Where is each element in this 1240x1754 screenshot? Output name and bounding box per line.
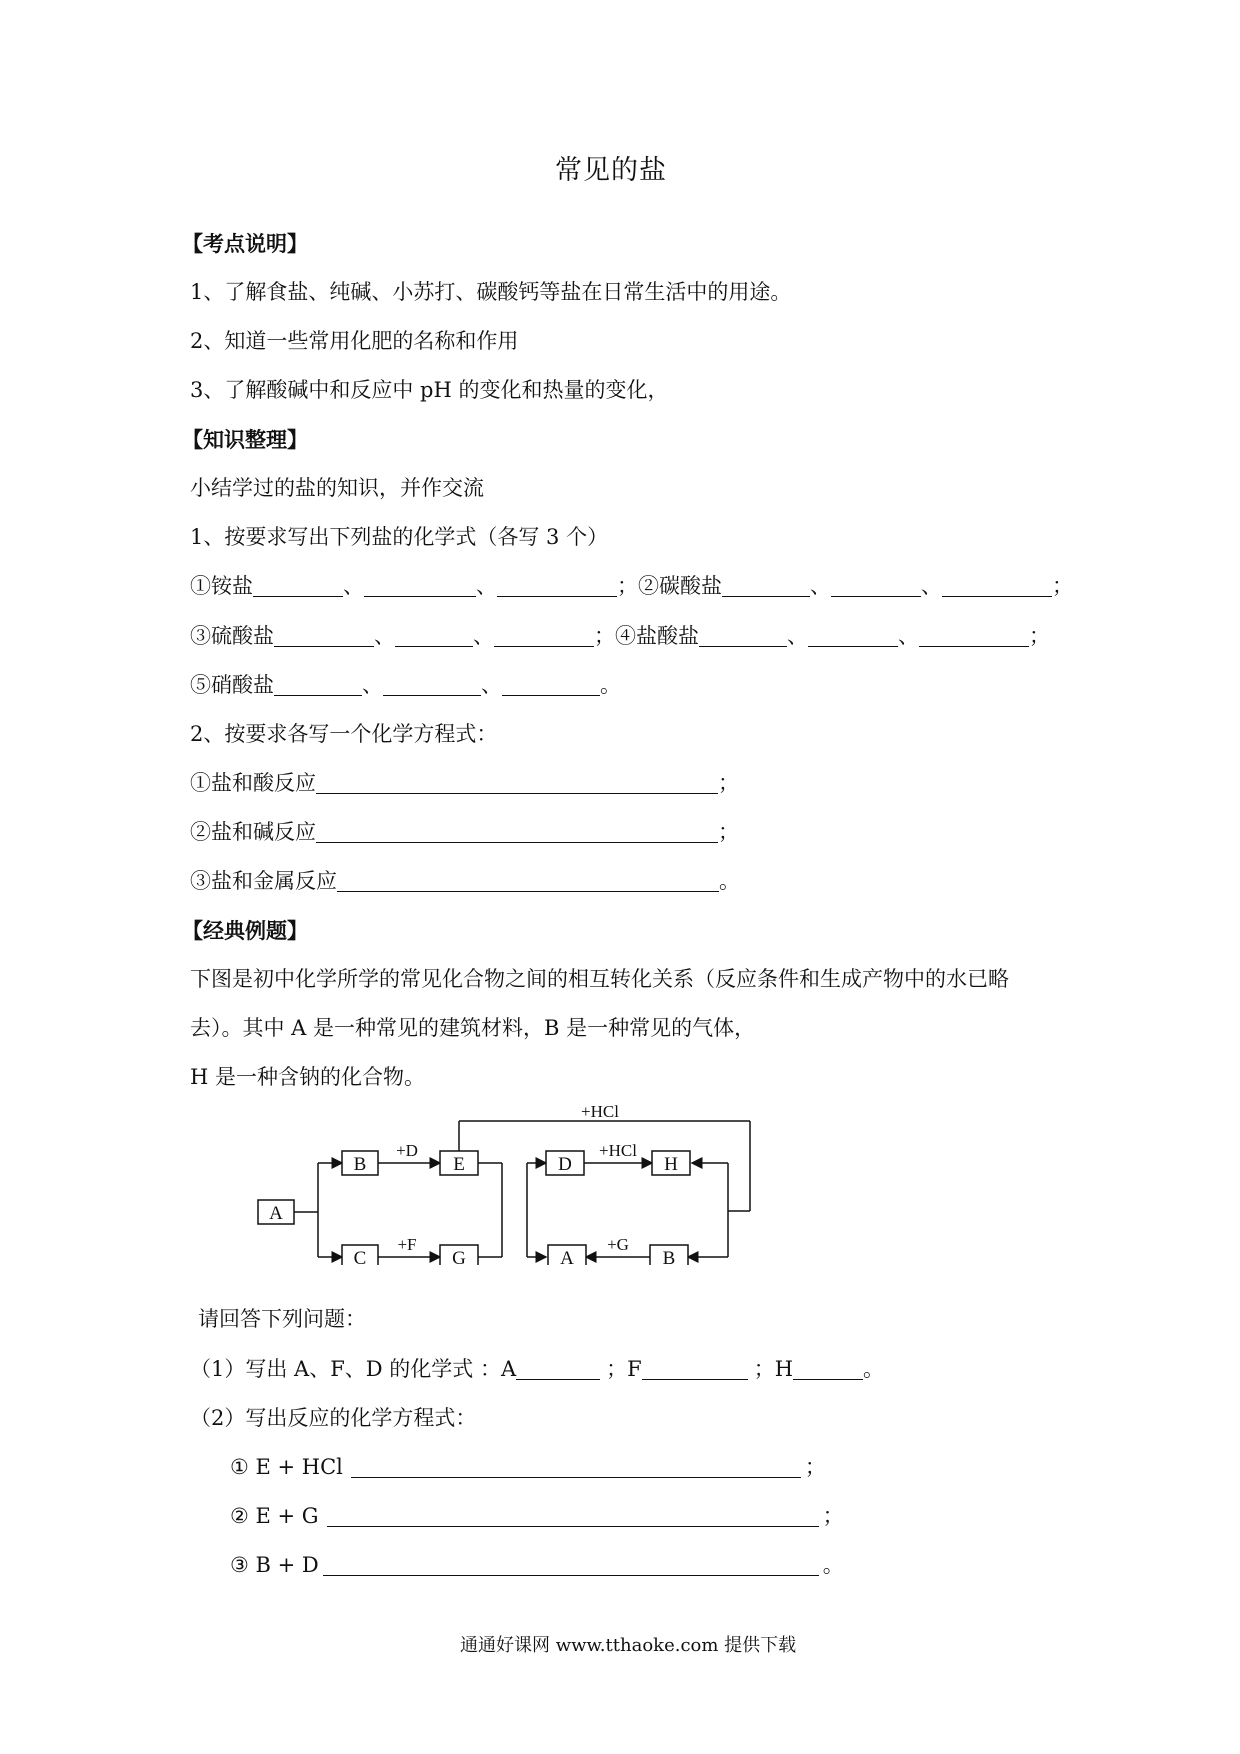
node-h-label: H [664,1154,678,1175]
node-g-label: G [452,1248,466,1265]
equation-salt-acid: ①盐和酸反应 ； [190,771,739,795]
edge-label-d-hcl: +HCl [599,1141,637,1160]
answer-blank[interactable] [364,575,476,597]
answer-blank[interactable] [722,575,810,597]
answer-blank[interactable] [274,625,374,647]
answer-blank[interactable] [831,575,921,597]
answer-blank[interactable] [316,821,718,843]
edge-label-top-hcl: +HCl [581,1105,619,1121]
example-text-line: 下图是初中化学所学的常见化合物之间的相互转化关系（反应条件和生成产物中的水已略 [190,967,1009,991]
ammonium-label: ①铵盐 [190,574,253,598]
answer-blank[interactable] [351,1456,801,1478]
question-salt-formulas: 1、按要求写出下列盐的化学式（各写 3 个） [190,525,609,549]
answer-blank-f[interactable] [642,1358,748,1380]
knowledge-intro: 小结学过的盐的知识，并作交流 [190,476,484,500]
question-2: （2）写出反应的化学方程式： [190,1406,477,1430]
section-heading-exam-points: 【考点说明】 [182,231,308,256]
answer-blank[interactable] [502,674,600,696]
carbonate-label: ；②碳酸盐 [617,574,722,598]
nitrate-row: ⑤硝酸盐 、 、 。 [190,673,621,697]
example-text-line: 去）。其中 A 是一种常见的建筑材料，B 是一种常见的气体， [190,1016,756,1040]
answer-blank[interactable] [942,575,1052,597]
node-a2-label: A [560,1248,574,1265]
edge-label-plus-g: +G [607,1235,629,1254]
exam-point-1: 1、了解食盐、纯碱、小苏打、碳酸钙等盐在日常生活中的用途。 [190,280,792,304]
exam-point-3: 3、了解酸碱中和反应中 pH 的变化和热量的变化， [190,378,669,402]
edge-label-plus-f: +F [397,1235,417,1254]
reaction-b-d: ③ B + D 。 [230,1553,844,1577]
answer-blank[interactable] [808,625,898,647]
edge-label-plus-d: +D [396,1141,418,1160]
exam-point-2: 2、知道一些常用化肥的名称和作用 [190,329,519,353]
equation-salt-metal: ③盐和金属反应 。 [190,869,740,893]
answer-blank[interactable] [316,772,718,794]
reaction-e-hcl: ① E + HCl ； [230,1455,826,1479]
answer-blank[interactable] [699,625,787,647]
answer-blank[interactable] [395,625,473,647]
reaction-e-g: ② E + G ； [230,1504,844,1528]
answer-blank-h[interactable] [793,1358,863,1380]
chloride-label: ；④盐酸盐 [594,624,699,648]
questions-prompt: 请回答下列问题： [198,1307,366,1331]
ammonium-carbonate-row: ①铵盐 、 、 ；②碳酸盐 、 、 ； [190,574,1073,598]
answer-blank[interactable] [253,575,343,597]
node-d-label: D [558,1154,572,1175]
node-a-label: A [269,1203,283,1224]
footer-credit: 通通好课网 www.tthaoke.com 提供下载 [460,1635,797,1656]
question-equations: 2、按要求各写一个化学方程式： [190,722,498,746]
answer-blank[interactable] [323,1554,819,1576]
answer-blank-a[interactable] [516,1358,600,1380]
equation-salt-base: ②盐和碱反应 ； [190,820,739,844]
section-heading-examples: 【经典例题】 [182,918,308,943]
node-b2-label: B [662,1248,676,1265]
question-1: （1）写出 A、F、D 的化学式 ：A ；F ；H 。 [190,1357,885,1381]
answer-blank[interactable] [497,575,617,597]
reaction-diagram [250,1105,770,1265]
answer-blank[interactable] [494,625,594,647]
node-c-label: C [353,1248,367,1265]
answer-blank[interactable] [337,870,719,892]
sulfate-label: ③硫酸盐 [190,624,274,648]
sulfate-chloride-row: ③硫酸盐 、 、 ；④盐酸盐 、 、 ； [190,624,1050,648]
answer-blank[interactable] [383,674,481,696]
node-b-label: B [353,1154,367,1175]
answer-blank[interactable] [327,1505,819,1527]
section-heading-knowledge: 【知识整理】 [182,427,308,452]
answer-blank[interactable] [919,625,1029,647]
nitrate-label: ⑤硝酸盐 [190,673,274,697]
answer-blank[interactable] [274,674,362,696]
page-title: 常见的盐 [555,155,667,186]
node-e-label: E [453,1154,465,1175]
example-text-line: H 是一种含钠的化合物。 [190,1065,425,1089]
